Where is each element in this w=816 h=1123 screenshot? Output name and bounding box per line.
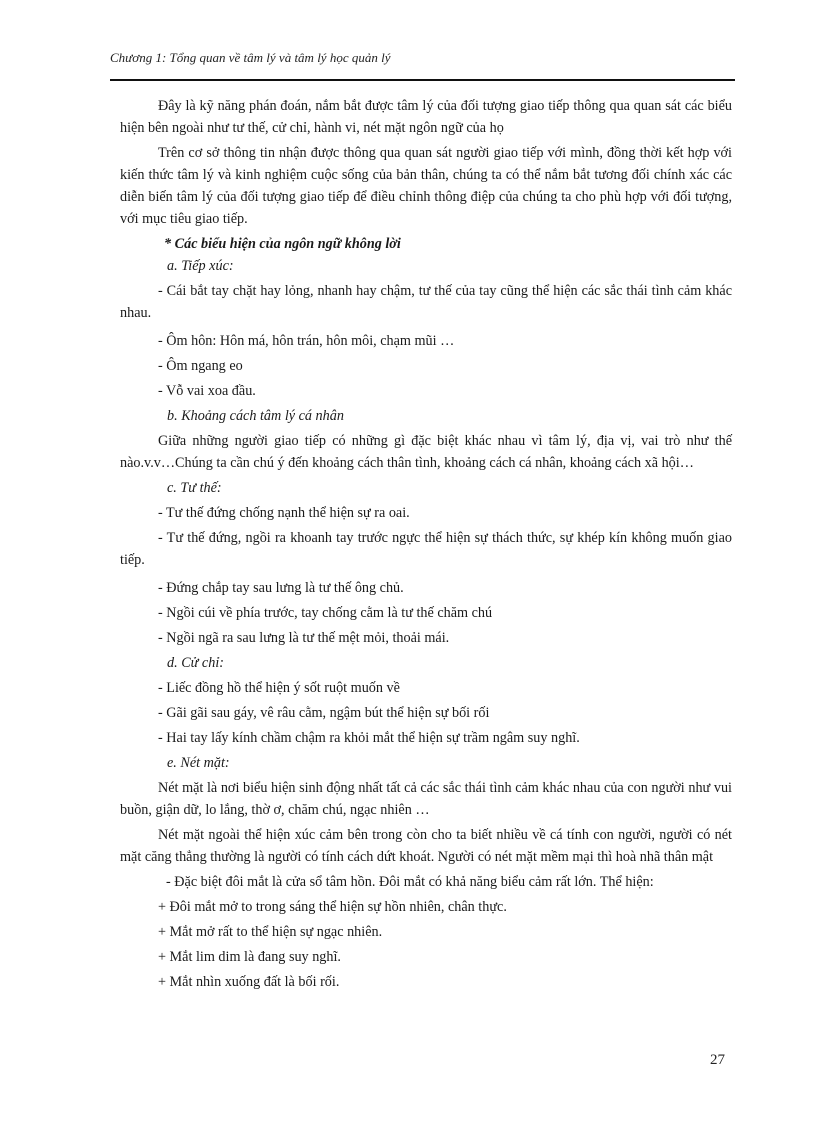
list-item: - Liếc đồng hồ thể hiện ý sốt ruột muốn về bbox=[158, 680, 400, 696]
running-header: Chương 1: Tổng quan về tâm lý và tâm lý học quản lý bbox=[110, 50, 391, 65]
list-item: - Ngồi ngã ra sau lưng là tư thế mệt mỏi, thoải mái. bbox=[158, 630, 450, 646]
list-item: + Đôi mắt mở to trong sáng thể hiện sự hồn nhiên, chân thực. bbox=[158, 899, 507, 915]
list-item: - Tư thế đứng chống nạnh thể hiện sự ra oai. bbox=[158, 505, 410, 521]
list-item-eyes-intro: - Đặc biệt đôi mắt là cửa sổ tâm hồn. Đôi mắt có khả năng biểu cảm rất lớn. Thể hiện: bbox=[166, 874, 654, 890]
paragraph-observation: Trên cơ sở thông tin nhận được thông qua quan sát người giao tiếp với mình, đồng thời kết hợp với kiến thức tâm lý và kinh nghiệm cuộc sống của bản thân, chúng ta có thể nắm bắt tương đối chính xác các diễn biến tâm lý của đối tượng giao tiếp để điều chỉnh thông điệp của chúng ta cho phù hợp với đối tượng, với mục tiêu giao tiếp. bbox=[120, 145, 732, 227]
list-item: - Ôm hôn: Hôn má, hôn trán, hôn môi, chạm mũi … bbox=[158, 333, 455, 349]
list-item: - Ngồi cúi về phía trước, tay chống cằm là tư thế chăm chú bbox=[158, 605, 493, 621]
list-item: + Mắt mở rất to thể hiện sự ngạc nhiên. bbox=[158, 924, 383, 940]
list-item: - Cái bắt tay chặt hay lỏng, nhanh hay chậm, tư thế của tay cũng thể hiện các sắc thái tình cảm khác nhau. bbox=[120, 283, 732, 321]
section-heading-nonverbal: * Các biểu hiện của ngôn ngữ không lời bbox=[164, 236, 401, 252]
header-divider bbox=[110, 79, 735, 81]
page-body bbox=[120, 95, 732, 993]
paragraph-intro: Đây là kỹ năng phán đoán, nắm bắt được tâm lý của đối tượng giao tiếp thông qua quan sát các biểu hiện bên ngoài như tư thế, cử chỉ, hành vi, nét mặt ngôn ngữ của họ bbox=[120, 98, 732, 136]
paragraph-face-2: Nét mặt ngoài thể hiện xúc cảm bên trong còn cho ta biết nhiều về cá tính con người, người có nét mặt căng thẳng thường là người có tính cách dứt khoát. Người có nét mặt mềm mại thì hoà nhã thân mật bbox=[120, 827, 732, 865]
list-item: + Mắt lim dim là đang suy nghĩ. bbox=[158, 949, 341, 965]
list-item: + Mắt nhìn xuống đất là bối rối. bbox=[158, 974, 340, 990]
list-item: - Gãi gãi sau gáy, vê râu cằm, ngậm bút thể hiện sự bối rối bbox=[158, 705, 490, 721]
paragraph-face-1: Nét mặt là nơi biểu hiện sinh động nhất tất cả các sắc thái tình cảm khác nhau của con người như vui buồn, giận dữ, lo lắng, thờ ơ, chăm chú, ngạc nhiên … bbox=[120, 780, 732, 818]
subheading-personal-distance: b. Khoảng cách tâm lý cá nhân bbox=[167, 408, 344, 424]
subheading-gestures: d. Cử chỉ: bbox=[167, 655, 224, 671]
subheading-posture: c. Tư thế: bbox=[167, 480, 222, 496]
list-item: - Vỗ vai xoa đầu. bbox=[158, 383, 256, 399]
subheading-contact: a. Tiếp xúc: bbox=[167, 258, 234, 274]
list-item: - Đứng chắp tay sau lưng là tư thế ông chủ. bbox=[158, 580, 404, 596]
page-number: 27 bbox=[710, 1052, 725, 1068]
subheading-facial-expression: e. Nét mặt: bbox=[167, 755, 230, 771]
list-item: - Ôm ngang eo bbox=[158, 358, 243, 374]
list-item: - Tư thế đứng, ngồi ra khoanh tay trước ngực thể hiện sự thách thức, sự khép kín không muốn giao tiếp. bbox=[120, 530, 732, 568]
list-item: - Hai tay lấy kính chầm chậm ra khỏi mắt thể hiện sự trầm ngâm suy nghĩ. bbox=[158, 730, 580, 746]
paragraph-distance: Giữa những người giao tiếp có những gì đặc biệt khác nhau vì tâm lý, địa vị, vai trò như thế nào.v.v…Chúng ta cần chú ý đến khoảng cách thân tình, khoảng cách cá nhân, khoảng cách xã hội… bbox=[120, 433, 732, 471]
